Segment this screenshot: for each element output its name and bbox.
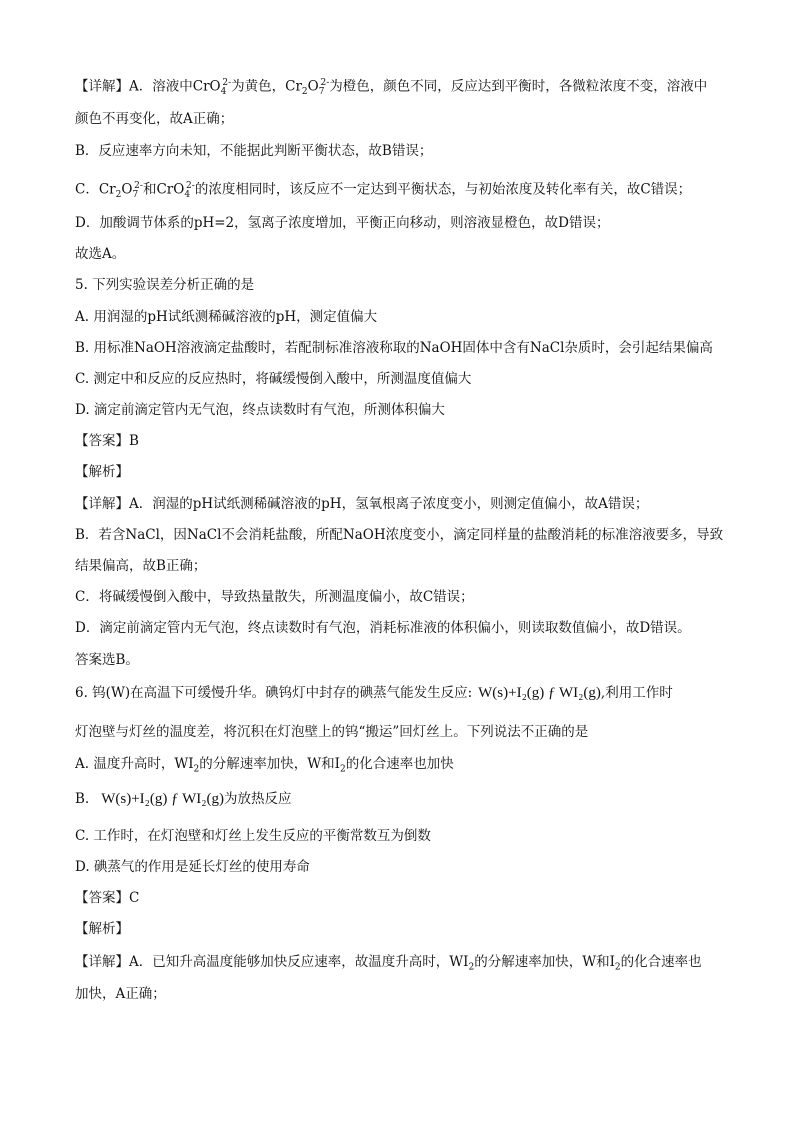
q6-answer: 【答案】C [75, 890, 140, 906]
conclusion-line: 故选A。 [75, 246, 126, 262]
q5-option-b: B. 用标准NaOH溶液滴定盐酸时，若配制标准溶液称取的NaOH固体中含有NaCl杂质时，会引起结果偏高 [75, 340, 713, 356]
q6-detail-a-cont: 加快，A正确； [75, 986, 166, 1002]
q5-detail-b-cont: 结果偏高，故B正确； [75, 558, 207, 574]
q5-option-a: A. 用润湿的pH试纸测稀碱溶液的pH，测定值偏大 [75, 309, 378, 325]
detail-line-c: C．$Cr_2O_7^{2-}$和CrO$_4^{2-}$的浓度相同时，该反应不一定达到平衡状态，与初始浓度及转化率有关，故C错误； [75, 181, 692, 201]
q5-stem: 5. 下列实验误差分析正确的是 [75, 277, 255, 293]
reaction-equation: W(s)+I₂(g) ƒ WI₂(g) [478, 685, 601, 701]
detail-line-b: B．反应速率方向未知，不能据此判断平衡状态，故B错误； [75, 143, 433, 159]
q6-option-d: D. 碘蒸气的作用是延长灯丝的使用寿命 [75, 859, 310, 875]
q6-option-c: C. 工作时，在灯泡壁和灯丝上发生反应的平衡常数互为倒数 [75, 828, 431, 844]
q5-detail-d: D．滴定前滴定管内无气泡，终点读数时有气泡，消耗标准液的体积偏小，则读取数值偏小，故D错误。 [75, 620, 691, 636]
q5-detail-a: 【详解】A．润湿的pH试纸测稀碱溶液的pH，氢氧根离子浓度变小，则测定值偏小，故A错误； [75, 496, 649, 512]
q6-stem-cont: 灯泡壁与灯丝的温度差，将沉积在灯泡壁上的钨“搬运”回灯丝上。下列说法不正确的是 [75, 724, 589, 740]
q5-option-c: C. 测定中和反应的反应热时，将碱缓慢倒入酸中，所测温度值偏大 [75, 371, 472, 387]
q5-detail-b: B．若含NaCl，因NaCl不会消耗盐酸，所配NaOH浓度变小，滴定同样量的盐酸消耗的标准溶液要多，导致 [75, 527, 724, 543]
q5-option-d: D. 滴定前滴定管内无气泡，终点读数时有气泡，所测体积偏大 [75, 402, 445, 418]
q5-answer: 【答案】B [75, 433, 139, 449]
q6-detail-a: 【详解】A．已知升高温度能够加快反应速率，故温度升高时，$WI_2$的分解速率加快，W和$I_2$的化合速率也 [75, 954, 702, 973]
reaction-equation: W(s)+I₂(g) ƒ WI₂(g) [101, 791, 224, 807]
q5-detail-c: C．将碱缓慢倒入酸中，导致热量散失，所测温度偏小，故C错误； [75, 589, 474, 605]
q5-conclusion: 答案选B。 [75, 652, 139, 668]
q6-option-b: B. W(s)+I₂(g) ƒ WI₂(g)为放热反应 [75, 791, 292, 807]
q6-analysis-heading: 【解析】 [75, 921, 129, 937]
detail-line-a-cont: 颜色不再变化，故A正确； [75, 111, 234, 127]
q5-analysis-heading: 【解析】 [75, 464, 129, 480]
q6-stem: 6. 钨(W)在高温下可缓慢升华。碘钨灯中封存的碘蒸气能发生反应: W(s)+I₂(g) ƒ WI₂(g),利用工作时 [75, 685, 673, 701]
detail-line-d: D．加酸调节体系的pH=2，氢离子浓度增加，平衡正向移动，则溶液显橙色，故D错误； [75, 215, 610, 231]
q6-option-a: A. 温度升高时，$WI_2$的分解速率加快，W和$I_2$的化合速率也加快 [75, 756, 454, 775]
detail-line-a: 【详解】A．溶液中CrO$_4^{2-}$为黄色，$Cr_2O_7^{2-}$为橙色，颜色不同，反应达到平衡时，各微粒浓度不变，溶液中 [75, 78, 708, 98]
